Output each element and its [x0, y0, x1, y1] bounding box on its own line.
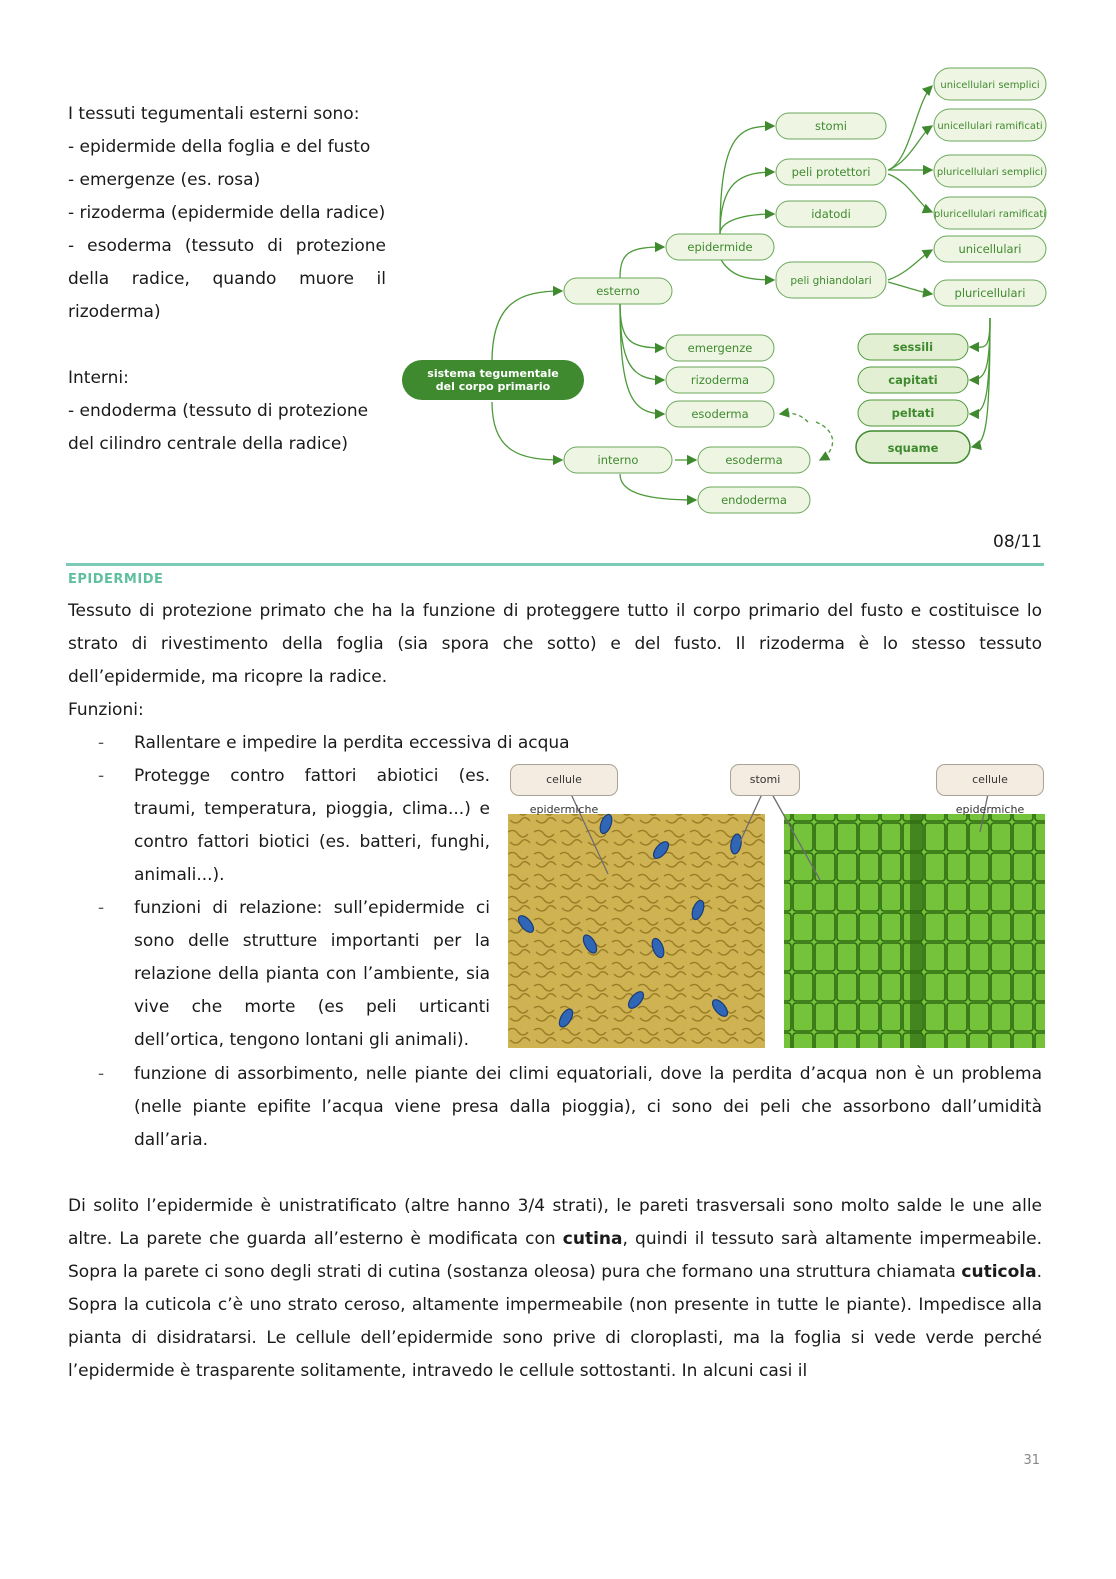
- edge: [970, 318, 990, 347]
- edge: [620, 247, 664, 278]
- svg-text:unicellulari semplici: unicellulari semplici: [940, 80, 1040, 91]
- node-squame: [856, 431, 970, 463]
- edge: [620, 302, 664, 380]
- closing-text: , quindi il tessuto sarà altamente impermeabile. Sopra la parete ci sono degli strati di cutina (sostanza oleosa) pura che formano una struttura chiamata: [68, 1229, 1042, 1282]
- node-capitati: [858, 367, 968, 393]
- edge: [888, 250, 932, 280]
- svg-text:endoderma: endoderma: [721, 493, 787, 507]
- node-peli-ghiandolari: [776, 262, 886, 298]
- node-unicellulari-ramificati: [934, 109, 1046, 141]
- node-epidermide: [666, 234, 774, 260]
- svg-text:esoderma: esoderma: [691, 407, 749, 421]
- section-divider: [66, 563, 1044, 566]
- node-emergenze: [666, 335, 774, 361]
- edge: [970, 318, 990, 380]
- intro-paragraph: Tessuto di protezione primato che ha la funzione di proteggere tutto il corpo primario del fusto e costituisce lo strato di rivestimento della foglia (sia spora che sotto) e del fusto. Il rizoderma è lo stesso tessuto dell’epidermide, ma ricopre la radice.: [68, 601, 1042, 687]
- svg-text:pluricellulari: pluricellulari: [954, 286, 1026, 300]
- node-endoderma: [698, 487, 810, 513]
- term-cutina: cutina: [562, 1229, 623, 1249]
- svg-text:epidermide: epidermide: [687, 240, 753, 254]
- left-item: - emergenze (es. rosa): [68, 170, 261, 190]
- node-rizoderma: [666, 367, 774, 393]
- closing-paragraph: [68, 1190, 1042, 1388]
- internal-heading: Interni:: [68, 368, 129, 388]
- edge: [888, 174, 932, 212]
- label-cellule-epidermiche: cellule epidermiche: [510, 764, 618, 796]
- node-pluricellulari-semplici: [934, 155, 1046, 187]
- svg-text:unicellulari: unicellulari: [958, 242, 1022, 256]
- edge: [720, 214, 774, 234]
- svg-text:esoderma: esoderma: [725, 453, 783, 467]
- svg-text:esterno: esterno: [596, 284, 640, 298]
- node-unicellulari: [934, 236, 1046, 262]
- edge: [720, 172, 774, 234]
- left-item: - esoderma (tessuto di protezione della radice, quando muore il rizoderma): [68, 236, 386, 322]
- funzioni-label: Funzioni:: [68, 700, 144, 720]
- edge: [888, 282, 932, 294]
- svg-text:pluricellulari ramificati: pluricellulari ramificati: [933, 209, 1047, 220]
- edge: [492, 291, 562, 362]
- closing-text: . Sopra la cuticola c’è uno strato ceroso, altamente impermeabile (non presente in tutte le piante). Impedisce alla pianta di disidratarsi. Le cellule dell’epidermide sono prive di cloroplasti, ma la foglia si vede verde perché l’epidermide è trasparente solitamente, intravedo le cellule sottostanti. In alcuni casi il: [68, 1262, 1042, 1381]
- node-sessili: [858, 334, 968, 360]
- page-marker: 08/11: [993, 532, 1042, 552]
- bullet-text: Rallentare e impedire la perdita eccessiva di acqua: [134, 733, 570, 753]
- svg-text:unicellulari ramificati: unicellulari ramificati: [937, 121, 1043, 132]
- svg-text:peltati: peltati: [891, 406, 935, 420]
- left-intro: I tessuti tegumentali esterni sono:: [68, 104, 360, 124]
- bullet-dash: -: [98, 733, 105, 753]
- node-interno: [564, 447, 672, 473]
- left-item: - rizoderma (epidermide della radice): [68, 203, 386, 223]
- svg-text:capitati: capitati: [888, 373, 938, 387]
- edge: [492, 402, 562, 460]
- svg-text:interno: interno: [597, 453, 639, 467]
- closing-text: Di solito l’epidermide è unistratificato (altre hanno 3/4 strati), le pareti trasversali sono molto salde le une alle altre. La parete che guarda all’esterno è modificata con: [68, 1196, 1042, 1249]
- node-unicellulari-semplici: [934, 68, 1046, 100]
- svg-text:stomi: stomi: [815, 119, 847, 133]
- tegumentary-system-diagram: [400, 62, 1060, 522]
- edge: [720, 126, 774, 234]
- dashed-edge: [780, 413, 808, 422]
- bullet-text: Protegge contro fattori abiotici (es. traumi, temperatura, pioggia, clima...) e contro fattori biotici (es. batteri, funghi, animali...).: [134, 766, 490, 885]
- left-item: - endoderma (tessuto di protezione del cilindro centrale della radice): [68, 401, 369, 454]
- bullet-dash: -: [98, 898, 105, 918]
- bullet-dash: -: [98, 1064, 105, 1084]
- svg-text:peli ghiandolari: peli ghiandolari: [790, 275, 872, 287]
- edge: [888, 86, 932, 170]
- dashed-edge: [816, 422, 833, 460]
- vein: [910, 814, 922, 1048]
- label-stomi: stomi: [730, 764, 800, 796]
- root-label: sistema tegumentale del corpo primario: [427, 367, 559, 393]
- footer-page-number: 31: [1023, 1453, 1040, 1468]
- left-column: [68, 98, 386, 461]
- label-cellule-epidermiche-right: cellule epidermiche: [936, 764, 1044, 796]
- svg-text:sessili: sessili: [892, 340, 934, 354]
- edge: [620, 302, 664, 348]
- node-esoderma-interno: [698, 447, 810, 473]
- svg-text:idatodi: idatodi: [811, 207, 851, 221]
- node-stomi: [776, 113, 886, 139]
- left-item: - epidermide della foglia e del fusto: [68, 137, 371, 157]
- term-cuticola: cuticola: [961, 1262, 1037, 1282]
- edge: [620, 474, 696, 500]
- epidermis-figure: [506, 762, 1046, 1050]
- node-idatodi: [776, 201, 886, 227]
- node-peli-protettori: [776, 159, 886, 185]
- edge: [720, 258, 774, 280]
- section-title: EPIDERMIDE: [68, 572, 164, 587]
- svg-text:peli protettori: peli protettori: [791, 165, 871, 179]
- node-esoderma: [666, 401, 774, 427]
- svg-text:pluricellulari semplici: pluricellulari semplici: [936, 167, 1044, 178]
- edge: [888, 126, 932, 170]
- node-pluricellulari-ramificati: [934, 197, 1046, 229]
- svg-text:emergenze: emergenze: [687, 341, 753, 355]
- bullet-dash: -: [98, 766, 105, 786]
- node-pluricellulari: [934, 280, 1046, 306]
- node-peltati: [858, 400, 968, 426]
- svg-text:rizoderma: rizoderma: [690, 373, 750, 387]
- svg-text:squame: squame: [887, 441, 939, 455]
- spacer: [68, 329, 386, 362]
- bullet-text: funzione di assorbimento, nelle piante dei climi equatoriali, dove la perdita d’acqua non è un problema (nelle piante epifite l’acqua viene presa dalla pioggia), ci sono dei peli che assorbono dall’umidità dall’aria.: [134, 1064, 1042, 1150]
- node-esterno: [564, 278, 672, 304]
- intro-block: [68, 595, 1042, 727]
- bullet-text: funzioni di relazione: sull’epidermide ci sono delle strutture importanti per la relazione della pianta con l’ambiente, sia vive che morte (es peli urticanti dell’ortica, tengono lontani gli animali).: [134, 898, 490, 1050]
